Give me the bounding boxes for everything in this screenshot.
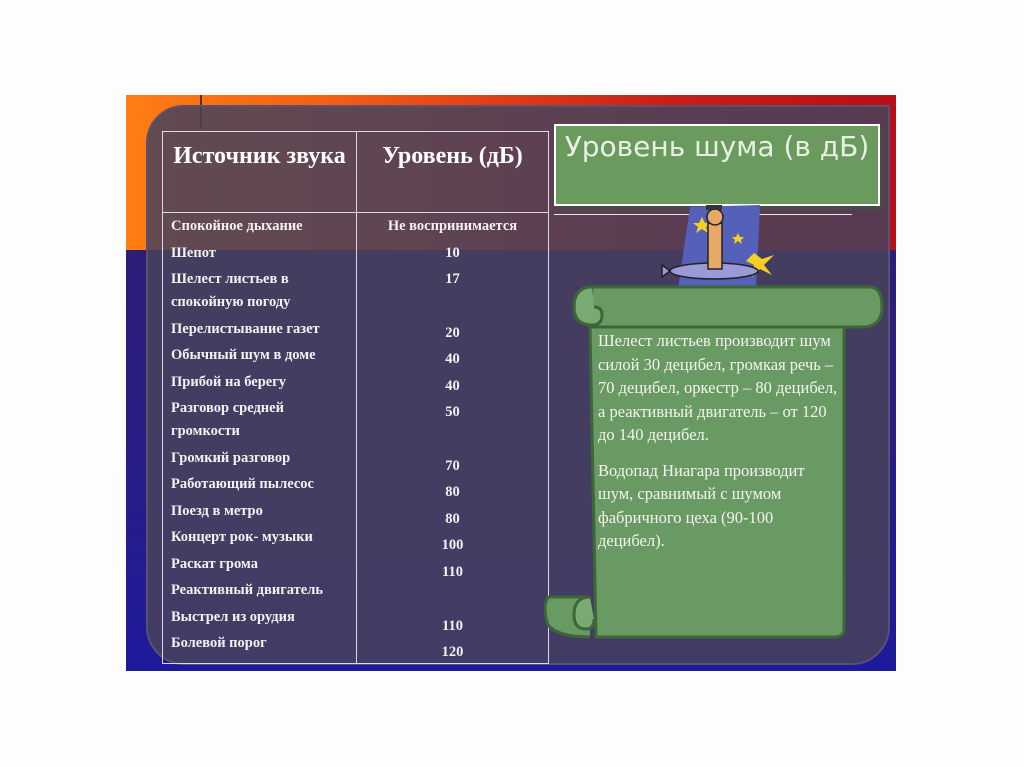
table-header-level: Уровень (дБ)	[382, 143, 523, 169]
noise-level-table	[162, 131, 549, 664]
scroll-text	[598, 329, 843, 565]
slide	[126, 95, 896, 671]
table-cell-level: 100	[441, 537, 464, 553]
table-cell-source: Прибой на берегу	[171, 374, 287, 390]
table-cell-source: Работающий пылесос	[171, 476, 314, 492]
table-cell-level: 50	[445, 404, 460, 420]
table-cell-source: Шепот	[171, 245, 216, 261]
table-cell-source: громкости	[171, 423, 240, 439]
table-cell-level: 10	[445, 245, 460, 261]
scroll-paragraph-2: Водопад Ниагара производит шум, сравнимый с шумом фабричного цеха (90-100 децибел).	[598, 460, 805, 550]
table-cell-level: 110	[442, 618, 463, 634]
table-cell-level: 70	[445, 458, 460, 474]
table-cell-level: 17	[445, 271, 460, 287]
table-cell-level: 120	[441, 644, 464, 660]
table-cell-source: Шелест листьев в	[171, 271, 289, 287]
table-header-separator	[163, 212, 548, 213]
table-cell-source: Разговор средней	[171, 400, 284, 416]
table-cell-source: спокойную погоду	[171, 294, 291, 310]
slide-title: Уровень шума (в дБ)	[554, 124, 880, 206]
table-cell-level: 40	[445, 351, 460, 367]
table-cell-level: 80	[445, 484, 460, 500]
table-cell-level: 80	[445, 511, 460, 527]
table-cell-level: 110	[442, 564, 463, 580]
scroll-paragraph-1: Шелест листьев производит шум силой 30 децибел, громкая речь – 70 децибел, оркестр – 80 децибел, а реактивный двигатель – от 120 до 140 децибел.	[598, 331, 838, 444]
table-cell-level: Не воспринимается	[387, 218, 518, 234]
table-cell-source: Спокойное дыхание	[171, 218, 303, 234]
table-cell-source: Выстрел из орудия	[171, 609, 295, 625]
table-cell-source: Обычный шум в доме	[171, 347, 316, 363]
table-cell-source: Концерт рок- музыки	[171, 529, 313, 545]
rocket-man-icon	[656, 203, 776, 289]
table-cell-source: Раскат грома	[171, 556, 258, 572]
table-cell-source: Болевой порог	[171, 635, 267, 651]
table-cell-level: 40	[445, 378, 460, 394]
table-cell-source: Громкий разговор	[171, 450, 291, 466]
table-cell-level: 20	[445, 325, 460, 341]
table-cell-source: Реактивный двигатель	[171, 582, 324, 598]
table-cell-source: Поезд в метро	[171, 503, 263, 519]
table-header-source: Источник звука	[173, 143, 346, 169]
table-cell-source: Перелистывание газет	[171, 321, 320, 337]
